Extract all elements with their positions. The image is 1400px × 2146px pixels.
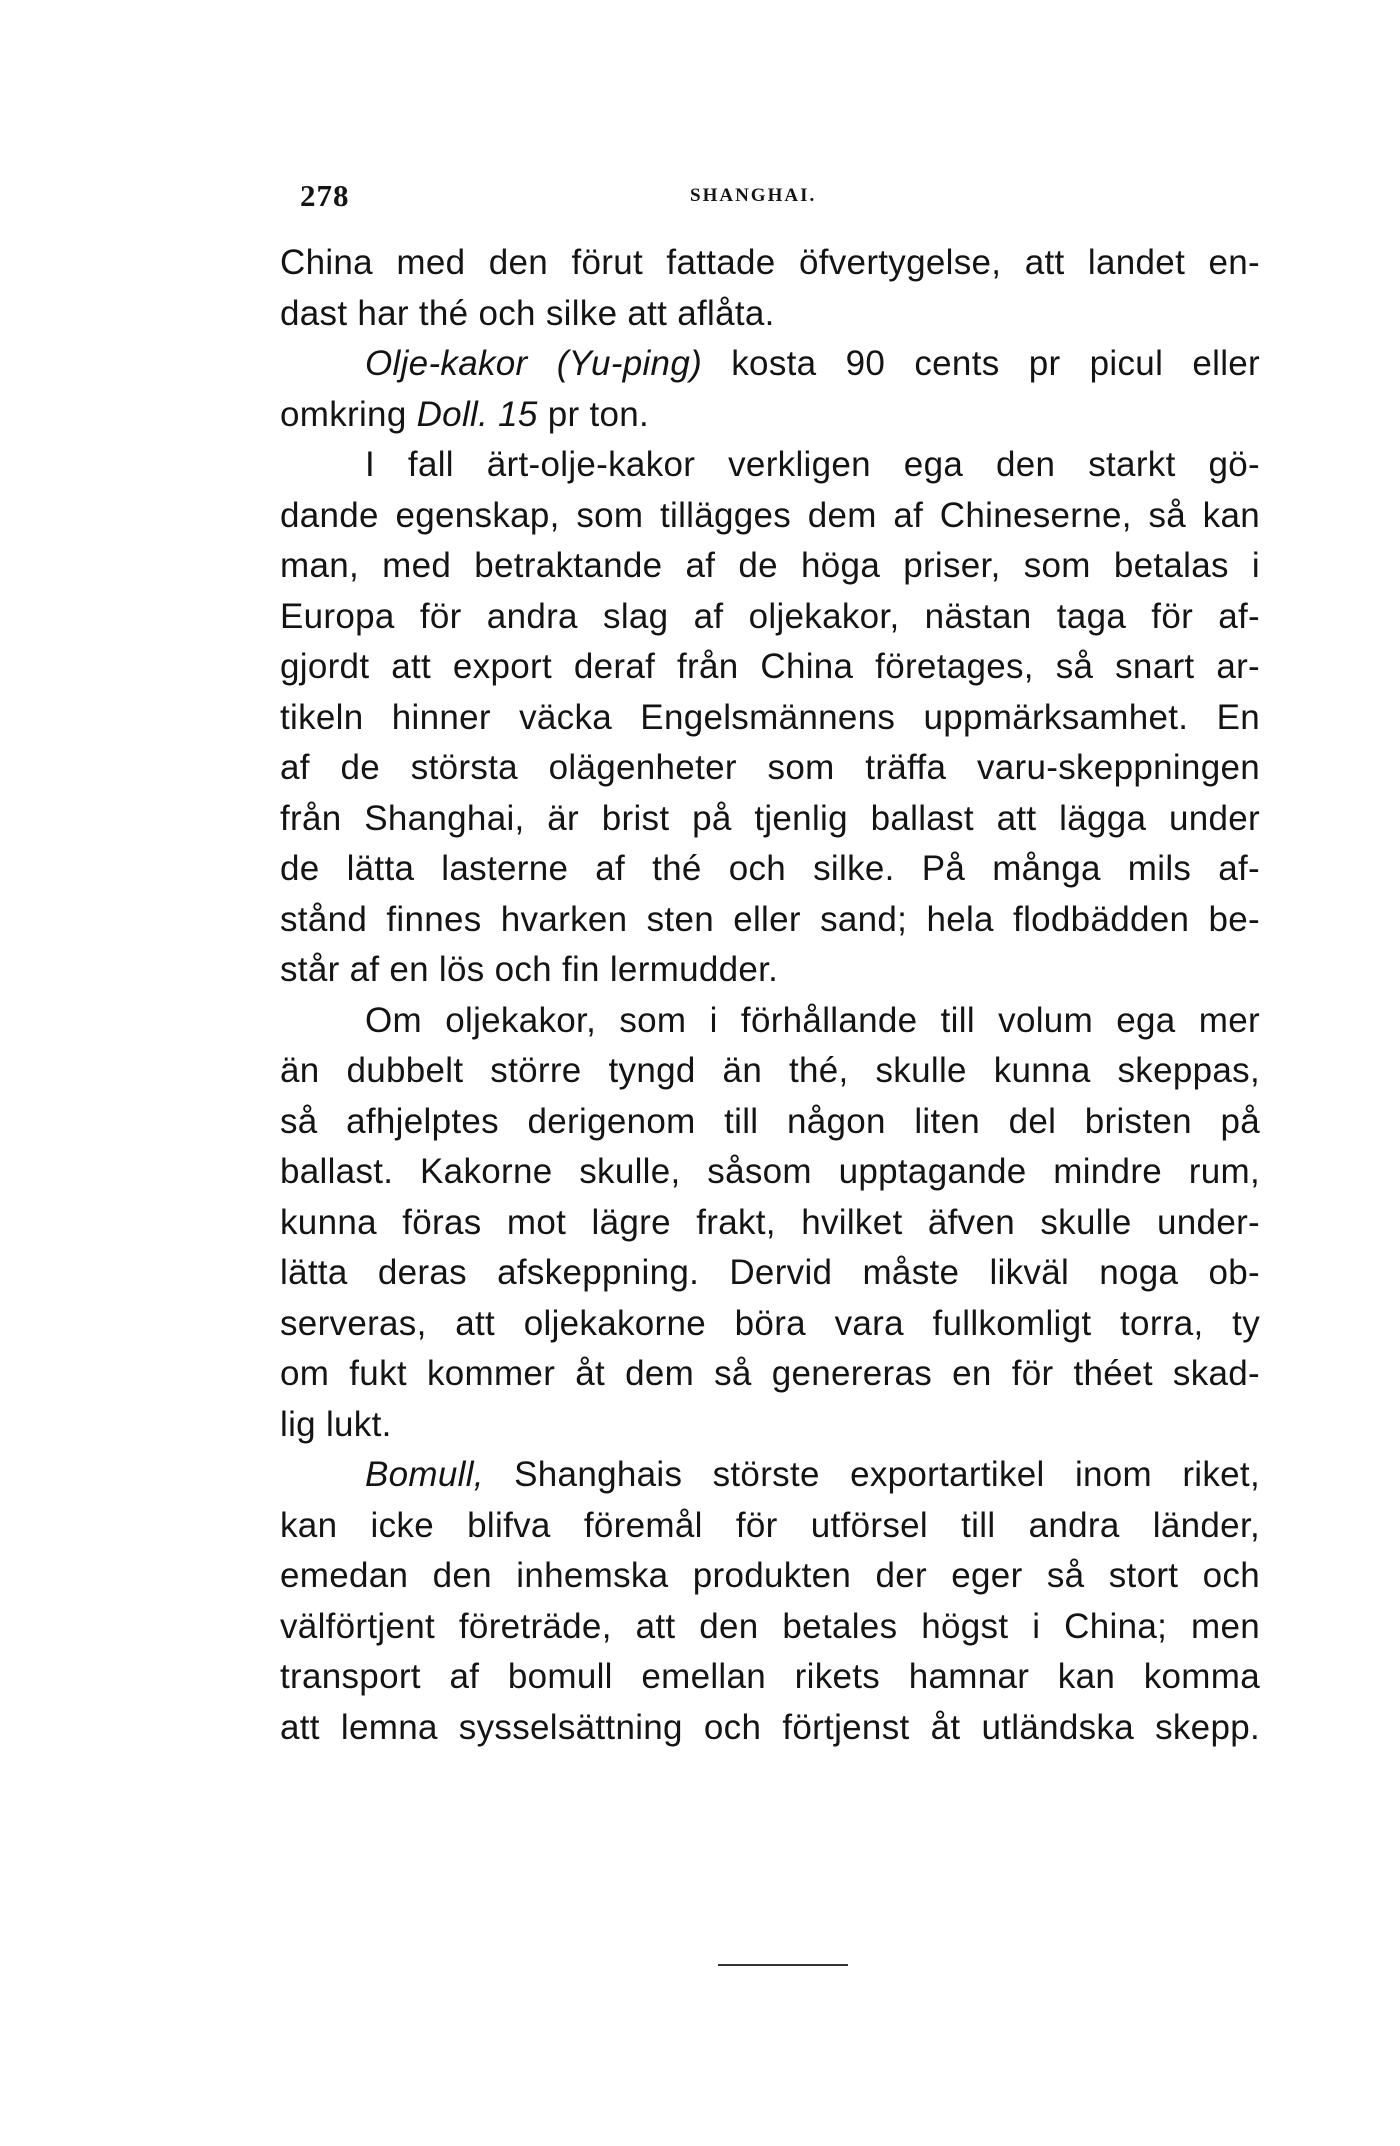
text-segment: kan icke blifva föremål för utförsel till andra länder, [280,1505,1260,1545]
text-segment: pr ton. [537,394,650,434]
text-segment: än dubbelt större tyngd än thé, skulle kunna skeppas, [280,1051,1260,1090]
text-line [280,491,1260,542]
text-line [280,1046,1260,1097]
text-segment: gjordt att export deraf från China företages, så snart ar- [280,647,1260,686]
text-line [280,1652,1260,1703]
text-segment: transport af bomull emellan rikets hamnar kan komma [280,1657,1260,1696]
text-line [280,390,1260,441]
text-line [280,794,1260,845]
text-line [280,743,1260,794]
text-segment: om fukt kommer åt dem så genereras en för théet skad- [280,1354,1260,1393]
end-rule [718,1964,848,1966]
text-segment: Europa för andra slag af oljekakor, nästan taga för af- [280,596,1260,636]
text-line [280,1299,1260,1350]
text-line [280,1602,1260,1653]
text-line [280,289,1260,340]
text-segment: att lemna sysselsättning och förtjenst åt utländska skepp. [280,1707,1260,1747]
text-segment: ballast. Kakorne skulle, såsom upptagande mindre rum, [280,1152,1260,1191]
italic-term: Doll. 15 [416,394,538,434]
text-segment: man, med betraktande af de höga priser, som betalas i [280,546,1260,585]
text-segment: serveras, att oljekakorne böra vara fullkomligt torra, ty [280,1303,1260,1343]
text-segment: af de största olägenheter som träffa varu-skeppningen [280,748,1260,787]
text-segment: välförtjent företräde, att den betales högst i China; men [280,1606,1260,1646]
text-segment: lig lukt. [280,1404,392,1444]
italic-term: Bomull, [365,1455,484,1494]
text-line [280,945,1260,996]
text-line [280,1198,1260,1249]
text-line [280,642,1260,693]
text-segment: emedan den inhemska produkten der eger så stort och [280,1556,1260,1595]
text-segment: I fall ärt-olje-kakor verkligen ega den starkt gö- [365,445,1260,484]
text-line [280,844,1260,895]
text-segment: de lätta lasterne af thé och silke. På många mils af- [280,849,1260,888]
text-line [280,1147,1260,1198]
text-line [280,1551,1260,1602]
text-segment: omkring [280,394,417,434]
body-text [280,238,1260,1753]
text-segment: från Shanghai, är brist på tjenlig ballast att lägga under [280,798,1260,838]
text-line [280,895,1260,946]
running-head: SHANGHAI. [690,185,817,206]
italic-term: Olje-kakor (Yu-ping) [365,344,703,383]
text-line [280,339,1260,390]
page-header [300,178,1260,218]
text-line [280,1450,1260,1501]
text-segment: tikeln hinner väcka Engelsmännens uppmärksamhet. En [280,697,1260,737]
text-line [280,440,1260,491]
text-line [280,541,1260,592]
text-segment: China med den förut fattade öfvertygelse, att landet en- [280,243,1260,282]
text-segment: Om oljekakor, som i förhållande till volum ega mer [365,1000,1260,1040]
text-segment: kosta 90 cents pr picul eller [702,344,1260,383]
text-line [280,238,1260,289]
text-line [280,1349,1260,1400]
text-segment: kunna föras mot lägre frakt, hvilket äfven skulle under- [280,1202,1260,1242]
text-segment: så afhjelptes derigenom till någon liten del bristen på [280,1101,1260,1141]
page-number: 278 [300,178,350,213]
text-segment: stånd finnes hvarken sten eller sand; hela flodbädden be- [280,899,1260,939]
text-line [280,1501,1260,1552]
text-segment: dande egenskap, som tillägges dem af Chineserne, så kan [280,495,1260,535]
text-segment: lätta deras afskeppning. Dervid måste likväl noga ob- [280,1253,1260,1292]
text-line [280,1248,1260,1299]
text-segment: dast har thé och silke att aflåta. [280,293,775,333]
text-line [280,592,1260,643]
text-line [280,1703,1260,1754]
text-segment: Shanghais störste exportartikel inom riket, [483,1455,1260,1494]
text-line [280,996,1260,1047]
text-line [280,693,1260,744]
text-line [280,1097,1260,1148]
text-segment: står af en lös och fin lermudder. [280,950,779,989]
text-line [280,1400,1260,1451]
